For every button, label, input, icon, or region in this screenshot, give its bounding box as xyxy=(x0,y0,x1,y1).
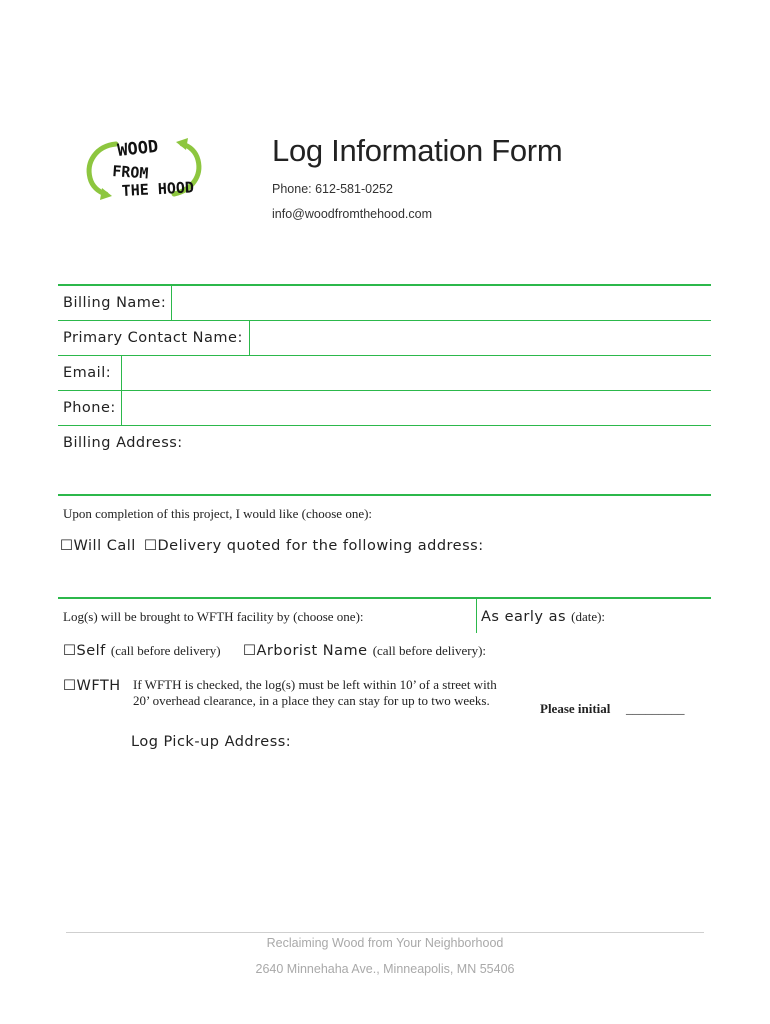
as-early-as-suffix: (date): xyxy=(571,609,606,624)
row-rule xyxy=(58,355,711,356)
pickup-address-field[interactable] xyxy=(131,756,709,906)
primary-contact-label: Primary Contact Name: xyxy=(63,330,243,346)
email-field[interactable] xyxy=(123,357,709,389)
billing-name-field[interactable] xyxy=(173,287,709,319)
header-phone: Phone: 612-581-0252 xyxy=(272,182,393,196)
svg-text:THE HOOD: THE HOOD xyxy=(121,178,195,200)
billing-address-field[interactable] xyxy=(60,456,709,494)
svg-text:WOOD: WOOD xyxy=(116,136,160,161)
self-note: (call before delivery) xyxy=(110,643,221,658)
arborist-option xyxy=(243,643,486,659)
footer-tagline: Reclaiming Wood from Your Neighborhood xyxy=(266,936,504,950)
self-checkbox[interactable]: ☐Self xyxy=(63,643,106,659)
arborist-note: (call before delivery): xyxy=(372,643,487,658)
page-title: Log Information Form xyxy=(272,133,563,168)
wfth-note-line2: 20’ overhead clearance, in a place they can stay for up to two weeks. xyxy=(133,693,490,708)
divider xyxy=(476,599,477,633)
row-rule xyxy=(58,390,711,391)
footer-address: 2640 Minnehaha Ave., Minneapolis, MN 55406 xyxy=(255,962,515,976)
wfth-note-line1: If WFTH is checked, the log(s) must be left within 10’ of a street with xyxy=(133,677,497,692)
self-option xyxy=(63,643,221,659)
delivery-prompt: Log(s) will be brought to WFTH facility by (choose one): xyxy=(63,609,364,624)
divider xyxy=(121,356,122,390)
arborist-checkbox[interactable]: ☐Arborist Name xyxy=(243,643,368,659)
svg-text:FROM: FROM xyxy=(111,162,150,183)
header-email[interactable]: info@woodfromthehood.com xyxy=(272,207,432,221)
billing-address-label: Billing Address: xyxy=(63,435,183,451)
wood-from-the-hood-logo xyxy=(82,132,206,208)
primary-contact-field[interactable] xyxy=(251,322,709,354)
divider xyxy=(121,391,122,425)
row-rule xyxy=(58,425,711,426)
initial-field[interactable]: _________ xyxy=(626,701,685,716)
wfth-checkbox[interactable]: ☐WFTH xyxy=(63,678,121,694)
delivery-address-field[interactable] xyxy=(60,560,709,596)
phone-label: Phone: xyxy=(63,400,116,416)
divider xyxy=(171,286,172,320)
billing-name-label: Billing Name: xyxy=(63,295,167,311)
completion-prompt: Upon completion of this project, I would like (choose one): xyxy=(63,506,373,521)
as-early-date-field[interactable] xyxy=(610,600,709,632)
delivery-checkbox[interactable]: ☐Delivery quoted for the following address: xyxy=(144,538,484,554)
row-rule xyxy=(58,320,711,321)
pickup-address-label: Log Pick-up Address: xyxy=(131,734,292,750)
will-call-checkbox[interactable]: ☐Will Call xyxy=(60,538,136,554)
divider xyxy=(249,321,250,355)
footer-divider xyxy=(66,932,704,933)
as-early-as-label xyxy=(481,609,605,625)
email-label: Email: xyxy=(63,365,112,381)
phone-field[interactable] xyxy=(123,392,709,424)
please-initial-label: Please initial xyxy=(540,701,611,716)
rule-top xyxy=(58,284,711,286)
rule-section xyxy=(58,494,711,496)
rule-section xyxy=(58,597,711,599)
as-early-as-text: As early as xyxy=(481,609,567,625)
